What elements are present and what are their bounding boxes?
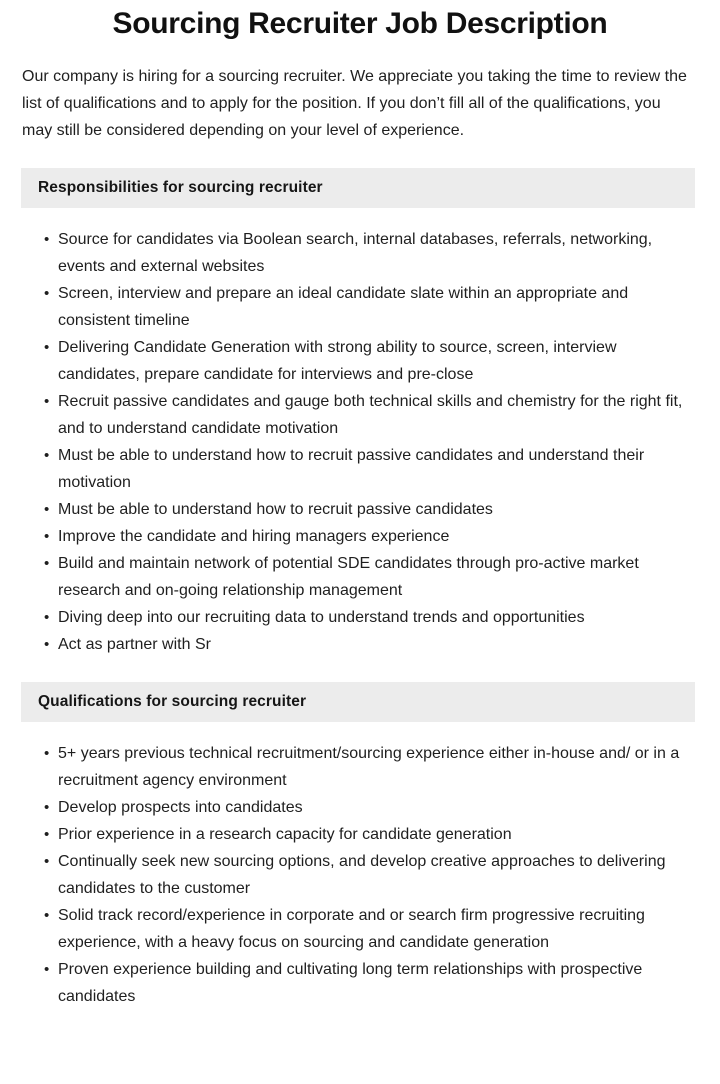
list-item: • Source for candidates via Boolean search, internal databases, referrals, networking, events and external websites [44,226,690,280]
responsibilities-list [0,208,720,658]
section-qualifications [0,682,720,1010]
list-item: • Improve the candidate and hiring managers experience [44,523,690,550]
list-item: • Build and maintain network of potential SDE candidates through pro-active market research and on-going relationship management [44,550,690,604]
list-item: • 5+ years previous technical recruitment/sourcing experience either in-house and/ or in a recruitment agency environment [44,740,690,794]
list-item: • Recruit passive candidates and gauge both technical skills and chemistry for the right fit, and to understand candidate motivation [44,388,690,442]
list-item: • Screen, interview and prepare an ideal candidate slate within an appropriate and consistent timeline [44,280,690,334]
list-item: • Solid track record/experience in corporate and or search firm progressive recruiting experience, with a heavy focus on sourcing and candidate generation [44,902,690,956]
section-header-responsibilities [21,168,695,208]
list-item: • Diving deep into our recruiting data to understand trends and opportunities [44,604,690,631]
list-item: • Must be able to understand how to recruit passive candidates and understand their motivation [44,442,690,496]
list-item: • Continually seek new sourcing options, and develop creative approaches to delivering candidates to the customer [44,848,690,902]
intro-paragraph: Our company is hiring for a sourcing recruiter. We appreciate you taking the time to review the list of qualifications and to apply for the position. If you don’t fill all of the qualifications, you may still be considered depending on your level of experience. [22,68,687,139]
list-item: • Proven experience building and cultivating long term relationships with prospective candidates [44,956,690,1010]
list-item: • Prior experience in a research capacity for candidate generation [44,821,690,848]
qualifications-list [0,722,720,1010]
section-heading-label: Qualifications for sourcing recruiter [38,693,307,710]
section-header-qualifications [21,682,695,722]
list-item: • Act as partner with Sr [44,631,690,658]
list-item: • Delivering Candidate Generation with strong ability to source, screen, interview candidates, prepare candidate for interviews and pre-close [44,334,690,388]
section-heading-label: Responsibilities for sourcing recruiter [38,179,323,196]
section-responsibilities [0,168,720,658]
list-item: • Develop prospects into candidates [44,794,690,821]
page-title: Sourcing Recruiter Job Description [112,7,608,40]
list-item: • Must be able to understand how to recruit passive candidates [44,496,690,523]
